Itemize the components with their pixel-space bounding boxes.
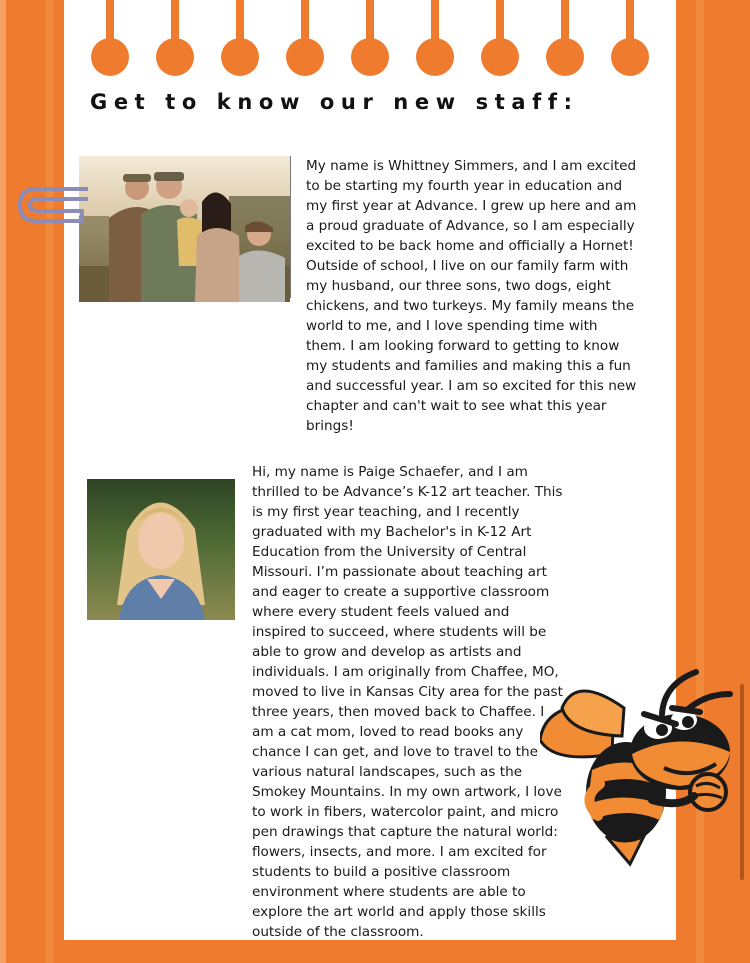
bio-line: Education from the University of Central <box>252 544 527 560</box>
bio-whittney-simmers <box>306 156 636 436</box>
bio-line: various natural landscapes, such as the <box>252 764 523 780</box>
bio-line: outside of the classroom. <box>252 924 424 940</box>
bio-line: three years, then moved back to Chaffee. I <box>252 704 545 720</box>
bio-line: Smokey Mountains. In my own artwork, I love <box>252 784 562 800</box>
scrollbar-thumb[interactable] <box>740 684 744 880</box>
frame-rail <box>46 0 54 963</box>
bio-line: students to build a positive classroom <box>252 864 511 880</box>
bio-line: individuals. I am originally from Chaffee, MO, <box>252 664 559 680</box>
bio-line: and successful year. I am so excited for this new <box>306 378 637 394</box>
bio-line: thrilled to be Advance’s K-12 art teacher. This <box>252 484 563 500</box>
bio-line: brings! <box>306 418 354 434</box>
bio-line: Outside of school, I live on our family farm with <box>306 258 629 274</box>
bio-line: my first year at Advance. I grew up here and am <box>306 198 637 214</box>
family-photo <box>79 156 290 302</box>
bio-line: My name is Whittney Simmers, and I am excited <box>306 158 637 174</box>
bio-line: Missouri. I’m passionate about teaching art <box>252 564 547 580</box>
bio-line: to work in fibers, watercolor paint, and micro <box>252 804 559 820</box>
bio-line: excited to be back home and officially a Hornet! <box>306 238 634 254</box>
bio-line: am a cat mom, loved to read books any <box>252 724 524 740</box>
bio-line: explore the art world and apply those skills <box>252 904 546 920</box>
portrait-photo <box>87 479 235 620</box>
bio-paige-schaefer <box>252 462 563 942</box>
bio-line: pen drawings that capture the natural world: <box>252 824 558 840</box>
bio-line: where every student feels valued and <box>252 604 510 620</box>
bio-line: chapter and can't wait to see what this year <box>306 398 607 414</box>
binder-tab <box>156 0 194 76</box>
bio-line: able to grow and develop as artists and <box>252 644 522 660</box>
binder-tab <box>416 0 454 76</box>
frame-edge <box>0 0 6 963</box>
bio-line: my husband, our three sons, two dogs, eight <box>306 278 611 294</box>
bio-line: flowers, insects, and more. I am excited for <box>252 844 547 860</box>
page-heading: Get to know our new staff: <box>90 90 579 114</box>
bio-line: my students and families and making this a fun <box>306 358 631 374</box>
paper-clip-icon <box>14 180 88 234</box>
binder-tab <box>221 0 259 76</box>
bio-line: and eager to create a supportive classroom <box>252 584 550 600</box>
bio-line: graduated with my Bachelor's in K-12 Art <box>252 524 532 540</box>
binder-tab <box>546 0 584 76</box>
bio-line: moved to live in Kansas City area for the past <box>252 684 563 700</box>
bio-line: Hi, my name is Paige Schaefer, and I am <box>252 464 528 480</box>
column-divider <box>290 156 291 298</box>
bio-line: is my first year teaching, and I recently <box>252 504 520 520</box>
bio-line: chance I can get, and love to travel to the <box>252 744 538 760</box>
bio-line: environment where students are able to <box>252 884 526 900</box>
hornet-mascot-icon <box>540 668 745 868</box>
binder-tab <box>91 0 129 76</box>
binder-tab <box>286 0 324 76</box>
binder-tab <box>611 0 649 76</box>
bio-line: world to me, and I love spending time with <box>306 318 598 334</box>
bio-line: inspired to succeed, where students will be <box>252 624 547 640</box>
bio-line: chickens, and two turkeys. My family means the <box>306 298 635 314</box>
bio-line: them. I am looking forward to getting to know <box>306 338 620 354</box>
binder-tab <box>351 0 389 76</box>
bio-line: a proud graduate of Advance, so I am especially <box>306 218 635 234</box>
binder-tab <box>481 0 519 76</box>
bio-line: to be starting my fourth year in education and <box>306 178 623 194</box>
